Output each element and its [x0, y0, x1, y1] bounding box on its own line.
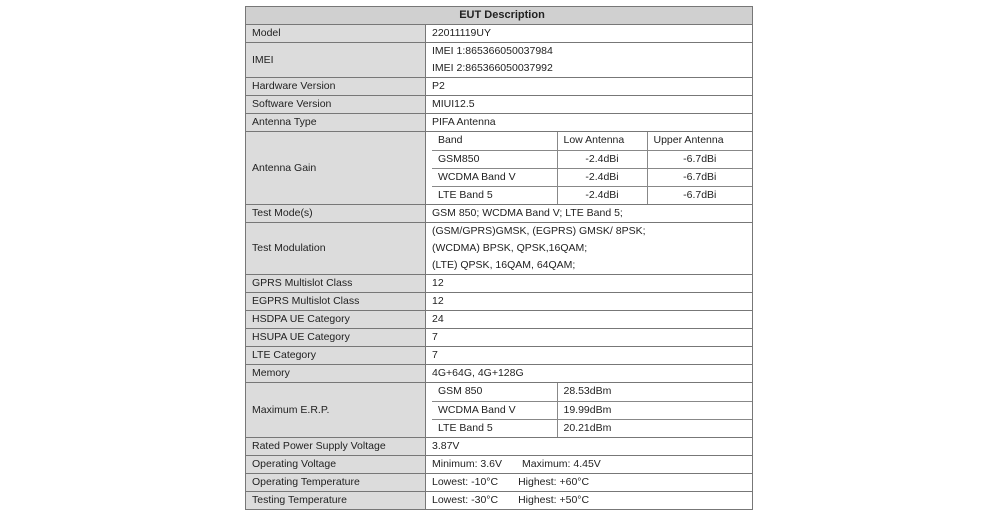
table-row	[246, 365, 753, 383]
hsdpa-value: 24	[426, 311, 753, 329]
erp-row	[432, 401, 752, 419]
table-row	[246, 205, 753, 223]
antenna-gain-upper: -6.7dBi	[647, 168, 752, 186]
table-row	[246, 383, 753, 438]
test-modes-label: Test Mode(s)	[246, 205, 426, 223]
table-row	[246, 474, 753, 492]
table-row	[246, 275, 753, 293]
operating-temperature-low: Lowest: -10°C	[432, 476, 499, 488]
antenna-gain-cell	[426, 132, 753, 205]
antenna-gain-band: WCDMA Band V	[432, 168, 557, 186]
software-version-label: Software Version	[246, 96, 426, 114]
table-row	[246, 329, 753, 347]
gprs-label: GPRS Multislot Class	[246, 275, 426, 293]
imei-label: IMEI	[246, 43, 426, 78]
table-row	[246, 223, 753, 275]
testing-temperature-high: Highest: +50°C	[518, 494, 590, 506]
antenna-gain-upper: -6.7dBi	[647, 186, 752, 204]
operating-voltage-value	[426, 456, 753, 474]
test-modes-value: GSM 850; WCDMA Band V; LTE Band 5;	[426, 205, 753, 223]
test-modulation-label: Test Modulation	[246, 223, 426, 275]
erp-power: 20.21dBm	[557, 419, 752, 437]
lte-category-value: 7	[426, 347, 753, 365]
rated-voltage-value: 3.87V	[426, 438, 753, 456]
table-row	[246, 78, 753, 96]
erp-band: GSM 850	[432, 383, 557, 401]
test-modulation-line: (GSM/GPRS)GMSK, (EGPRS) GMSK/ 8PSK;	[432, 225, 646, 237]
imei-2: IMEI 2:865366050037992	[432, 62, 553, 74]
hsdpa-label: HSDPA UE Category	[246, 311, 426, 329]
table-row	[246, 43, 753, 78]
antenna-gain-header-row	[432, 132, 752, 150]
hsupa-value: 7	[426, 329, 753, 347]
antenna-gain-low: -2.4dBi	[557, 186, 647, 204]
table-row	[246, 132, 753, 205]
erp-band: WCDMA Band V	[432, 401, 557, 419]
erp-row	[432, 383, 752, 401]
erp-table	[432, 383, 752, 437]
operating-voltage-max: Maximum: 4.45V	[522, 458, 601, 470]
eut-description-table-container	[245, 6, 752, 510]
egprs-label: EGPRS Multislot Class	[246, 293, 426, 311]
table-row	[246, 96, 753, 114]
table-row	[246, 438, 753, 456]
hardware-version-label: Hardware Version	[246, 78, 426, 96]
table-row	[246, 114, 753, 132]
antenna-gain-table	[432, 132, 752, 204]
table-row	[246, 456, 753, 474]
antenna-gain-row	[432, 150, 752, 168]
erp-power: 19.99dBm	[557, 401, 752, 419]
testing-temperature-label: Testing Temperature	[246, 492, 426, 510]
gprs-value: 12	[426, 275, 753, 293]
antenna-gain-row	[432, 168, 752, 186]
test-modulation-line: (LTE) QPSK, 16QAM, 64QAM;	[432, 259, 576, 271]
testing-temperature-value	[426, 492, 753, 510]
egprs-value: 12	[426, 293, 753, 311]
antenna-gain-label: Antenna Gain	[246, 132, 426, 205]
test-modulation-value	[426, 223, 753, 275]
rated-voltage-label: Rated Power Supply Voltage	[246, 438, 426, 456]
antenna-gain-header: Upper Antenna	[647, 132, 752, 150]
antenna-type-label: Antenna Type	[246, 114, 426, 132]
antenna-gain-band: LTE Band 5	[432, 186, 557, 204]
lte-category-label: LTE Category	[246, 347, 426, 365]
imei-1: IMEI 1:865366050037984	[432, 45, 553, 57]
antenna-gain-low: -2.4dBi	[557, 168, 647, 186]
antenna-gain-low: -2.4dBi	[557, 150, 647, 168]
erp-band: LTE Band 5	[432, 419, 557, 437]
imei-value	[426, 43, 753, 78]
table-row	[246, 25, 753, 43]
operating-voltage-label: Operating Voltage	[246, 456, 426, 474]
testing-temperature-low: Lowest: -30°C	[432, 494, 499, 506]
model-label: Model	[246, 25, 426, 43]
table-row	[246, 293, 753, 311]
test-modulation-line: (WCDMA) BPSK, QPSK,16QAM;	[432, 242, 588, 254]
model-value: 22011119UY	[426, 25, 753, 43]
operating-temperature-high: Highest: +60°C	[518, 476, 590, 488]
erp-label: Maximum E.R.P.	[246, 383, 426, 438]
hsupa-label: HSUPA UE Category	[246, 329, 426, 347]
table-title: EUT Description	[246, 7, 753, 25]
table-row	[246, 347, 753, 365]
hardware-version-value: P2	[426, 78, 753, 96]
antenna-type-value: PIFA Antenna	[426, 114, 753, 132]
antenna-gain-header: Low Antenna	[557, 132, 647, 150]
table-row	[246, 311, 753, 329]
antenna-gain-row	[432, 186, 752, 204]
memory-label: Memory	[246, 365, 426, 383]
antenna-gain-upper: -6.7dBi	[647, 150, 752, 168]
antenna-gain-header: Band	[432, 132, 557, 150]
erp-power: 28.53dBm	[557, 383, 752, 401]
antenna-gain-band: GSM850	[432, 150, 557, 168]
operating-temperature-label: Operating Temperature	[246, 474, 426, 492]
erp-cell	[426, 383, 753, 438]
table-row	[246, 492, 753, 510]
operating-voltage-min: Minimum: 3.6V	[432, 458, 503, 470]
operating-temperature-value	[426, 474, 753, 492]
memory-value: 4G+64G, 4G+128G	[426, 365, 753, 383]
software-version-value: MIUI12.5	[426, 96, 753, 114]
eut-description-table	[245, 6, 753, 510]
erp-row	[432, 419, 752, 437]
